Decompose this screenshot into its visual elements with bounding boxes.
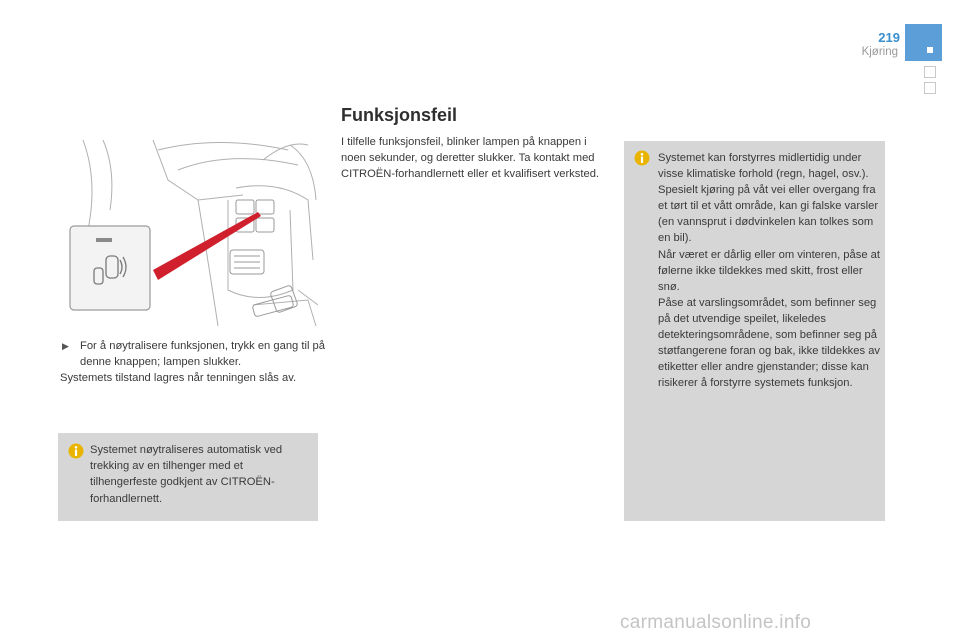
- chapter-tab[interactable]: [924, 82, 936, 94]
- instruction-text: [60, 338, 325, 386]
- info-icon: [68, 443, 84, 459]
- info-paragraph: Systemet kan forstyrres midlertidig under visse klimatiske forhold (regn, hagel, osv.).: [658, 152, 869, 181]
- dashboard-button-illustration: [58, 140, 318, 326]
- malfunction-paragraph: I tilfelle funksjonsfeil, blinker lampen på knappen i noen sekunder, og deretter slukker. Ta kontakt med CITROËN-forhandlernett eller et kvalifisert verksted.: [341, 136, 600, 180]
- section-heading: Funksjonsfeil: [341, 105, 458, 125]
- tab-marker-icon: [927, 47, 933, 53]
- arrow-bullet-icon: ▶: [62, 341, 69, 351]
- chapter-tab-active[interactable]: [905, 24, 942, 61]
- section-title: Kjøring: [861, 46, 898, 58]
- info-box-right-text: [658, 150, 880, 391]
- info-paragraph: Påse at varslingsområdet, som befinner seg på det utvendige speilet, likeledes detekteringsområdene, som befinner seg på støtfangerene foran og bak, ikke tildekkes av etiketter eller andre gjenstander; disse kan risikerer å forstyrre systemets funksjon.: [658, 296, 881, 390]
- instruction-first: For å nøytralisere funksjonen, trykk en gang til på denne knappen; lampen slukker.: [80, 340, 325, 368]
- info-icon: [634, 150, 650, 166]
- page-number: 219: [878, 30, 900, 45]
- instruction-second: Systemets tilstand lagres når tenningen slås av.: [60, 372, 297, 384]
- info-paragraph: Når været er dårlig eller om vinteren, påse at følerne ikke tildekkes med skitt, frost eller snø.: [658, 248, 880, 293]
- chapter-tab[interactable]: [924, 66, 936, 78]
- watermark: carmanualsonline.info: [620, 612, 812, 633]
- info-box-left: [58, 433, 318, 521]
- info-box-left-text: Systemet nøytraliseres automatisk ved trekking av en tilhenger med et tilhengerfeste godkjent av CITROËN-forhandlernett.: [90, 444, 283, 505]
- info-paragraph: Spesielt kjøring på våt vei eller overgang fra et tørt til et vått område, kan gi falske varsler (en vannsprut i dødvinkelen kan tolkes som en bil).: [658, 184, 879, 245]
- info-box-right: [624, 141, 885, 521]
